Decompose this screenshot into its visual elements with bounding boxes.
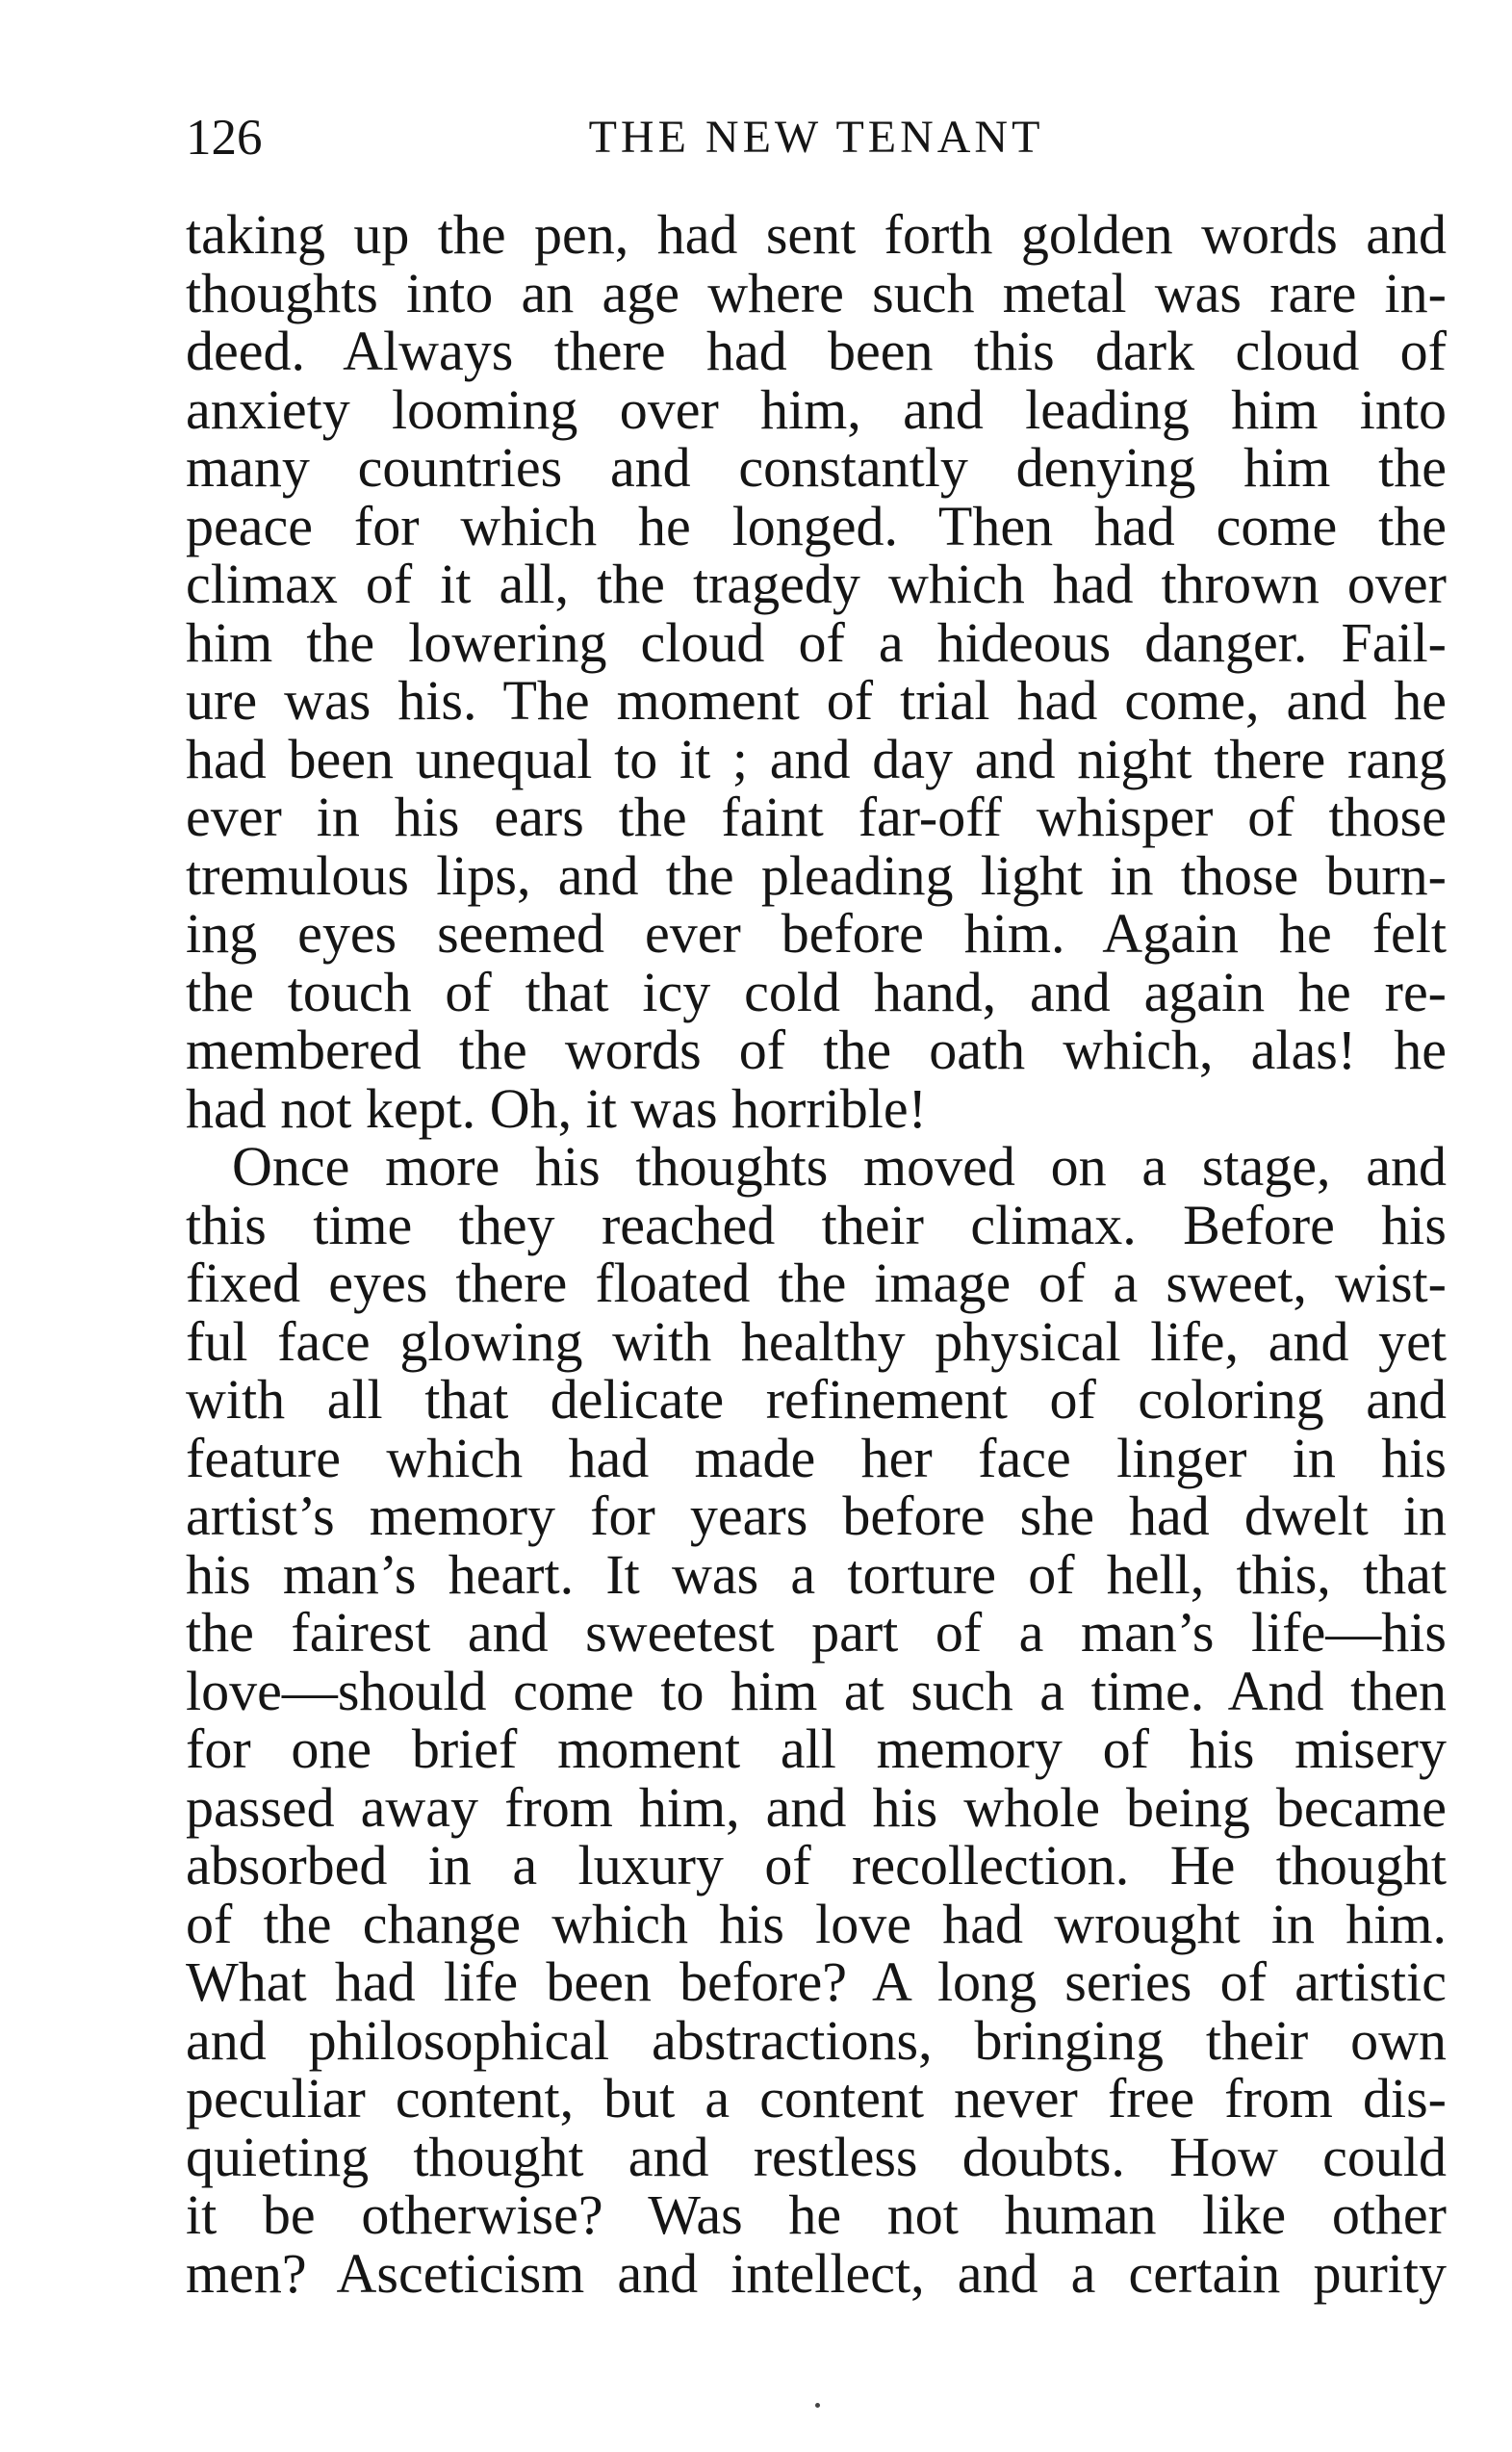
- paragraph-end-line: had not kept. Oh, it was horrible!: [186, 1076, 927, 1140]
- text-line: passed away from him, and his whole being became: [186, 1775, 1447, 1839]
- text-line: peculiar content, but a content never free from dis-: [186, 2067, 1447, 2129]
- text-line: membered the words of the oath which, alas! he: [186, 1019, 1447, 1081]
- text-line: many countries and constantly denying him the: [186, 436, 1447, 499]
- print-speck: [815, 2403, 820, 2408]
- page-header: [186, 104, 1447, 171]
- text-line: for one brief moment all memory of his misery: [186, 1717, 1447, 1780]
- text-line: thoughts into an age where such metal was rare in-: [186, 261, 1447, 324]
- text-line: feature which had made her face linger in his: [186, 1426, 1447, 1489]
- text-line: ever in his ears the faint far-off whisper of those: [186, 786, 1447, 848]
- text-line: had been unequal to it ; and day and night there rang: [186, 727, 1447, 790]
- text-line: peace for which he longed. Then had come the: [186, 494, 1447, 557]
- text-line: it be otherwise? Was he not human like other: [186, 2183, 1447, 2246]
- text-line: climax of it all, the tragedy which had thrown over: [186, 553, 1447, 615]
- running-head: THE NEW TENANT: [588, 112, 1044, 163]
- text-line: this time they reached their climax. Before his: [186, 1193, 1447, 1256]
- text-line: taking up the pen, had sent forth golden words and: [186, 203, 1447, 266]
- text-line: deed. Always there had been this dark cloud of: [186, 320, 1447, 382]
- text-line: his man’s heart. It was a torture of hell, this, that: [186, 1542, 1447, 1606]
- text-line: love—should come to him at such a time. And then: [186, 1659, 1447, 1722]
- text-line: ing eyes seemed ever before him. Again he felt: [186, 902, 1447, 965]
- body-text: [186, 203, 1447, 2305]
- page-number: 126: [186, 110, 263, 166]
- text-line: tremulous lips, and the pleading light in those burn-: [186, 843, 1447, 907]
- text-line: anxiety looming over him, and leading him into: [186, 377, 1447, 441]
- text-line: the fairest and sweetest part of a man’s life—his: [186, 1601, 1447, 1664]
- text-line: ful face glowing with healthy physical life, and yet: [186, 1309, 1447, 1373]
- text-line: absorbed in a luxury of recollection. He thought: [186, 1834, 1447, 1897]
- text-line: artist’s memory for years before she had dwelt in: [186, 1484, 1447, 1547]
- text-line: men? Asceticism and intellect, and a certain purity: [186, 2241, 1447, 2305]
- text-line: of the change which his love had wrought in him.: [186, 1892, 1447, 1955]
- text-line: fixed eyes there floated the image of a sweet, wist-: [186, 1252, 1447, 1314]
- text-line: quieting thought and restless doubts. How could: [186, 2125, 1447, 2188]
- text-line: What had life been before? A long series of artistic: [186, 1950, 1447, 2013]
- text-line: with all that delicate refinement of coloring and: [186, 1368, 1447, 1431]
- text-line: and philosophical abstractions, bringing their own: [186, 2008, 1447, 2072]
- paragraph-start-line: Once more his thoughts moved on a stage, and: [232, 1135, 1447, 1198]
- text-line: him the lowering cloud of a hideous danger. Fail-: [186, 610, 1447, 674]
- text-line: the touch of that icy cold hand, and again he re-: [186, 960, 1447, 1023]
- text-line: ure was his. The moment of trial had come, and he: [186, 669, 1447, 732]
